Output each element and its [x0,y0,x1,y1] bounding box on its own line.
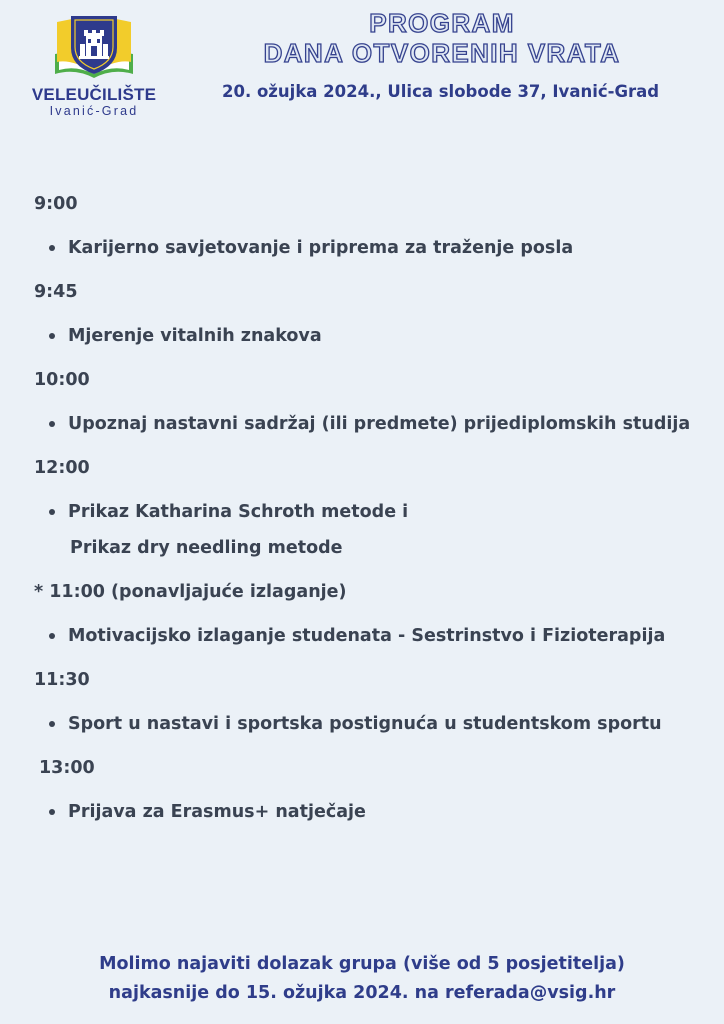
title-line-2: DANA OTVORENIH VRATA [263,38,621,68]
time-slot: 13:00 [39,758,95,778]
logo-name: VELEUČILIŠTE [31,85,157,104]
schedule-item: Motivacijsko izlaganje studenata - Sestrinstvo i Fizioterapija [34,622,714,666]
schedule-item: Upoznaj nastavni sadržaj (ili predmete) prijediplomskih studija [34,410,714,454]
schedule [34,190,714,842]
schedule-item-continuation: Prikaz dry needling metode [70,538,343,558]
footer-line-1: Molimo najaviti dolazak grupa (više od 5 posjetitelja) [99,954,625,974]
time-slot: 12:00 [34,458,90,478]
schedule-item: Sport u nastavi i sportska postignuća u studentskom sportu [34,710,714,754]
schedule-item: Prikaz Katharina Schroth metode i [34,498,714,534]
schedule-item: Mjerenje vitalnih znakova [34,322,714,366]
institution-crest-icon [53,14,135,80]
time-slot: 9:00 [34,194,78,214]
institution-logo [28,14,160,118]
time-slot: 10:00 [34,370,90,390]
logo-subtitle: Ivanić-Grad [49,104,139,118]
schedule-item: Prijava za Erasmus+ natječaje [34,798,714,842]
footer-line-2: najkasnije do 15. ožujka 2024. na referada@vsig.hr [108,983,616,1003]
time-slot: 11:30 [34,670,90,690]
event-date-location: 20. ožujka 2024., Ulica slobode 37, Ivanić-Grad [222,82,660,101]
time-slot-note: * 11:00 (ponavljajuće izlaganje) [34,582,347,602]
schedule-item: Karijerno savjetovanje i priprema za traženje posla [34,234,714,278]
page-header [160,8,724,101]
time-slot: 9:45 [34,282,78,302]
title-line-1: PROGRAM [369,8,515,38]
footer-note [0,950,724,1008]
